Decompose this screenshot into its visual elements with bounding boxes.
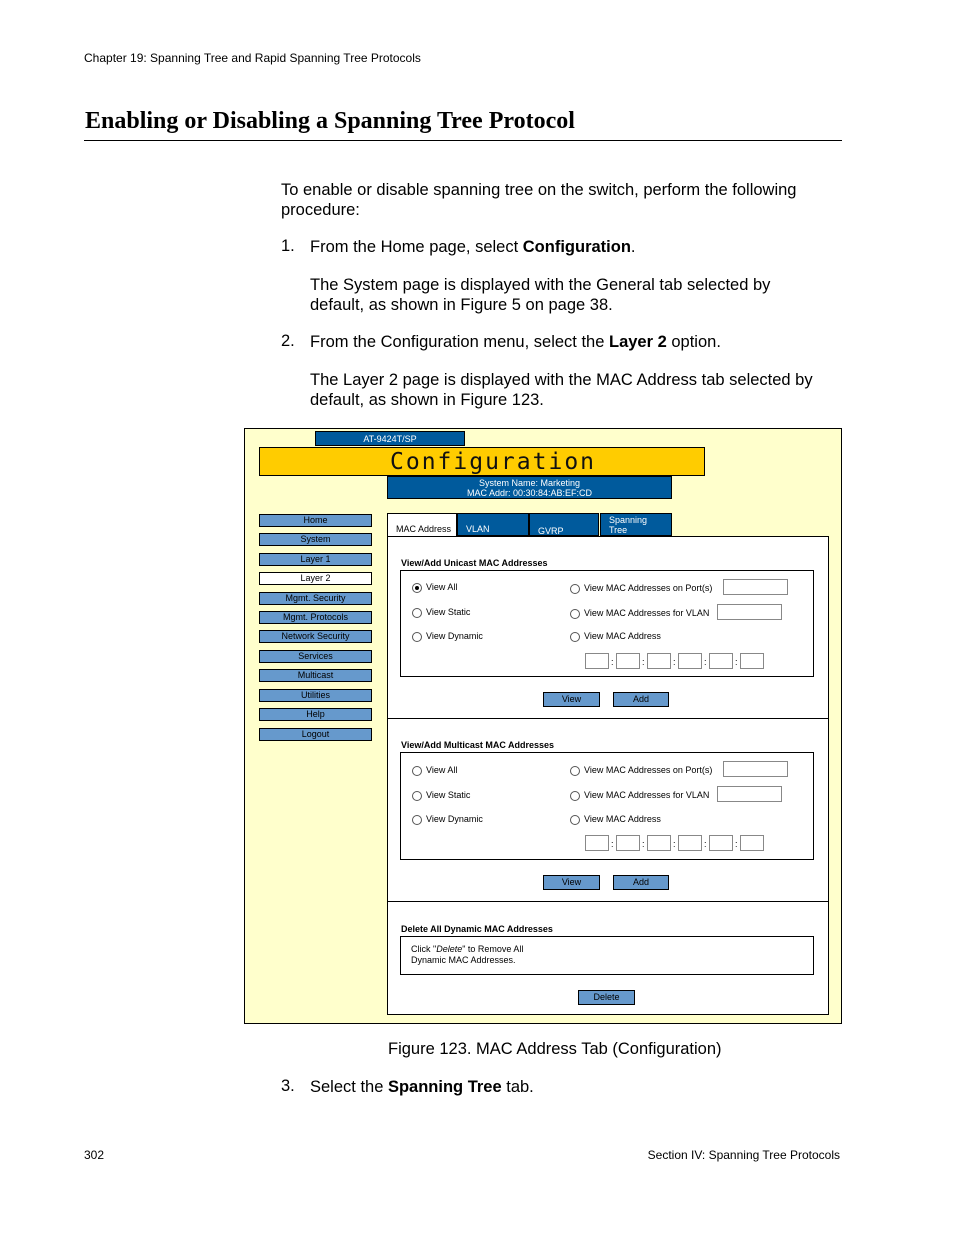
nav-services[interactable]: Services xyxy=(259,650,372,663)
multicast-options-box xyxy=(400,752,814,860)
unicast-mac-octet-2[interactable] xyxy=(616,653,640,669)
radio-icon[interactable] xyxy=(412,632,422,642)
radio-icon[interactable] xyxy=(570,815,580,825)
tab-vlan[interactable]: VLAN xyxy=(457,513,529,536)
unicast-mac-octet-5[interactable] xyxy=(709,653,733,669)
colon: : xyxy=(642,839,645,849)
multicast-view-vlan-label: View MAC Addresses for VLAN xyxy=(584,790,710,800)
unicast-view-mac[interactable] xyxy=(570,631,661,642)
multicast-view-dynamic-label: View Dynamic xyxy=(426,814,483,824)
delete-note-box xyxy=(400,936,814,975)
multicast-vlan-input[interactable] xyxy=(717,786,782,802)
nav-system[interactable]: System xyxy=(259,533,372,546)
step-2-note-line-1: The Layer 2 page is displayed with the MAC Address tab selected by xyxy=(310,371,813,389)
nav-layer-1[interactable]: Layer 1 xyxy=(259,553,372,566)
step-1-pre: From the Home page, select xyxy=(310,238,523,256)
nav-logout[interactable]: Logout xyxy=(259,728,372,741)
delete-note-line-2: Dynamic MAC Addresses. xyxy=(411,955,516,965)
unicast-view-vlan[interactable] xyxy=(570,608,709,619)
colon: : xyxy=(735,839,738,849)
unicast-view-ports-label: View MAC Addresses on Port(s) xyxy=(584,583,713,593)
multicast-view-dynamic[interactable] xyxy=(412,814,483,825)
step-2-note-line-2: default, as shown in Figure 123. xyxy=(310,391,544,409)
multicast-mac-octet-4[interactable] xyxy=(678,835,702,851)
step-2-number: 2. xyxy=(281,332,295,350)
step-2-text xyxy=(310,332,721,352)
unicast-section xyxy=(388,537,828,719)
multicast-view-button[interactable]: View xyxy=(543,875,600,890)
unicast-ports-input[interactable] xyxy=(723,579,788,595)
tab-mac-address[interactable]: MAC Address xyxy=(387,513,457,537)
radio-icon[interactable] xyxy=(412,608,422,618)
section-title: Enabling or Disabling a Spanning Tree Protocol xyxy=(85,108,575,134)
step-2-bold: Layer 2 xyxy=(608,333,667,351)
step-3-pre: Select the xyxy=(310,1078,388,1096)
nav-utilities[interactable]: Utilities xyxy=(259,689,372,702)
delete-title: Delete All Dynamic MAC Addresses xyxy=(401,924,553,934)
colon: : xyxy=(673,839,676,849)
step-1-bold: Configuration xyxy=(522,238,631,256)
delete-note-em: Delete xyxy=(436,944,463,954)
colon: : xyxy=(642,657,645,667)
delete-note-post: " to Remove All xyxy=(462,944,524,954)
tab-spanning-tree[interactable] xyxy=(600,513,672,536)
colon: : xyxy=(611,839,614,849)
nav-mgmt-protocols[interactable]: Mgmt. Protocols xyxy=(259,611,372,624)
intro-line-2: procedure: xyxy=(281,201,360,219)
nav-mgmt-security[interactable]: Mgmt. Security xyxy=(259,592,372,605)
unicast-mac-octet-4[interactable] xyxy=(678,653,702,669)
radio-icon[interactable] xyxy=(412,791,422,801)
multicast-mac-octet-1[interactable] xyxy=(585,835,609,851)
multicast-section xyxy=(388,719,828,902)
multicast-mac-octet-5[interactable] xyxy=(709,835,733,851)
radio-icon[interactable] xyxy=(570,632,580,642)
mac-address-panel xyxy=(387,536,829,1015)
unicast-view-static-label: View Static xyxy=(426,607,471,617)
unicast-view-ports[interactable] xyxy=(570,583,712,594)
tab-spanning-tree-line-1: Spanning xyxy=(609,515,648,525)
unicast-view-vlan-label: View MAC Addresses for VLAN xyxy=(584,608,710,618)
configuration-heading: Configuration xyxy=(390,449,597,475)
radio-icon[interactable] xyxy=(570,791,580,801)
unicast-view-all-label: View All xyxy=(426,582,458,592)
delete-note-pre: Click " xyxy=(411,944,437,954)
step-1-note xyxy=(310,275,770,315)
colon: : xyxy=(611,657,614,667)
title-rule xyxy=(84,140,842,141)
unicast-view-dynamic-label: View Dynamic xyxy=(426,631,483,641)
step-3-text xyxy=(310,1077,534,1097)
step-1-number: 1. xyxy=(281,237,295,255)
delete-button[interactable]: Delete xyxy=(578,990,635,1005)
radio-icon[interactable] xyxy=(570,766,580,776)
multicast-view-mac-label: View MAC Address xyxy=(584,814,661,824)
system-info-box xyxy=(387,476,672,499)
step-3-number: 3. xyxy=(281,1077,295,1095)
model-banner: AT-9424T/SP xyxy=(315,431,465,446)
multicast-view-mac[interactable] xyxy=(570,814,661,825)
configuration-banner xyxy=(259,447,705,476)
unicast-view-dynamic[interactable] xyxy=(412,631,483,642)
multicast-view-ports[interactable] xyxy=(570,765,712,776)
intro-paragraph xyxy=(281,180,796,220)
system-name: System Name: Marketing xyxy=(478,478,581,488)
radio-icon[interactable] xyxy=(570,609,580,619)
colon: : xyxy=(673,657,676,667)
radio-icon[interactable] xyxy=(412,815,422,825)
multicast-mac-octet-6[interactable] xyxy=(740,835,764,851)
radio-icon[interactable] xyxy=(570,584,580,594)
figure-screenshot xyxy=(244,428,842,1024)
step-1-post: . xyxy=(630,238,636,256)
figure-caption: Figure 123. MAC Address Tab (Configuration) xyxy=(388,1040,722,1058)
multicast-mac-octet-3[interactable] xyxy=(647,835,671,851)
delete-note-line-1 xyxy=(411,944,813,955)
multicast-view-vlan[interactable] xyxy=(570,790,709,801)
multicast-add-button[interactable]: Add xyxy=(613,875,669,890)
step-2-pre: From the Configuration menu, select the xyxy=(310,333,609,351)
colon: : xyxy=(735,657,738,667)
running-header: Chapter 19: Spanning Tree and Rapid Spanning Tree Protocols xyxy=(84,51,421,65)
tab-spanning-tree-line-2: Tree xyxy=(609,525,628,535)
nav-home[interactable]: Home xyxy=(259,514,372,527)
nav-layer-2[interactable]: Layer 2 xyxy=(259,572,372,585)
unicast-vlan-input[interactable] xyxy=(717,604,782,620)
step-1-text xyxy=(310,237,636,257)
step-3-bold: Spanning Tree xyxy=(387,1078,502,1096)
step-1-note-line-2: default, as shown in Figure 5 on page 38. xyxy=(310,296,613,314)
multicast-view-static-label: View Static xyxy=(426,790,471,800)
step-2-note xyxy=(310,370,813,410)
unicast-view-static[interactable] xyxy=(412,607,470,618)
multicast-view-static[interactable] xyxy=(412,790,470,801)
multicast-ports-input[interactable] xyxy=(723,761,788,777)
multicast-view-all[interactable] xyxy=(412,765,457,776)
mac-addr: MAC Addr: 00:30:84:AB:EF:CD xyxy=(466,488,593,498)
unicast-mac-octet-3[interactable] xyxy=(647,653,671,669)
step-3-post: tab. xyxy=(501,1078,534,1096)
unicast-view-button[interactable]: View xyxy=(543,692,600,707)
step-2-post: option. xyxy=(666,333,721,351)
step-1-note-line-1: The System page is displayed with the General tab selected by xyxy=(310,276,771,294)
tab-gvrp[interactable]: GVRP xyxy=(529,513,599,536)
unicast-add-button[interactable]: Add xyxy=(613,692,669,707)
radio-icon[interactable] xyxy=(412,766,422,776)
multicast-view-ports-label: View MAC Addresses on Port(s) xyxy=(584,765,713,775)
intro-line-1: To enable or disable spanning tree on the switch, perform the following xyxy=(281,181,797,199)
multicast-mac-octet-2[interactable] xyxy=(616,835,640,851)
nav-network-security[interactable]: Network Security xyxy=(259,630,372,643)
page-number: 302 xyxy=(84,1148,105,1162)
unicast-title: View/Add Unicast MAC Addresses xyxy=(401,558,548,568)
unicast-view-mac-label: View MAC Address xyxy=(584,631,661,641)
footer-section: Section IV: Spanning Tree Protocols xyxy=(647,1148,840,1162)
nav-help[interactable]: Help xyxy=(259,708,372,721)
unicast-options-box xyxy=(400,570,814,677)
delete-section xyxy=(388,902,828,1014)
nav-multicast[interactable]: Multicast xyxy=(259,669,372,682)
multicast-view-all-label: View All xyxy=(426,765,458,775)
unicast-mac-octet-6[interactable] xyxy=(740,653,764,669)
unicast-mac-octet-1[interactable] xyxy=(585,653,609,669)
colon: : xyxy=(704,657,707,667)
colon: : xyxy=(704,839,707,849)
unicast-view-all[interactable] xyxy=(412,582,457,593)
radio-selected-icon[interactable] xyxy=(412,583,422,593)
multicast-title: View/Add Multicast MAC Addresses xyxy=(401,740,555,750)
